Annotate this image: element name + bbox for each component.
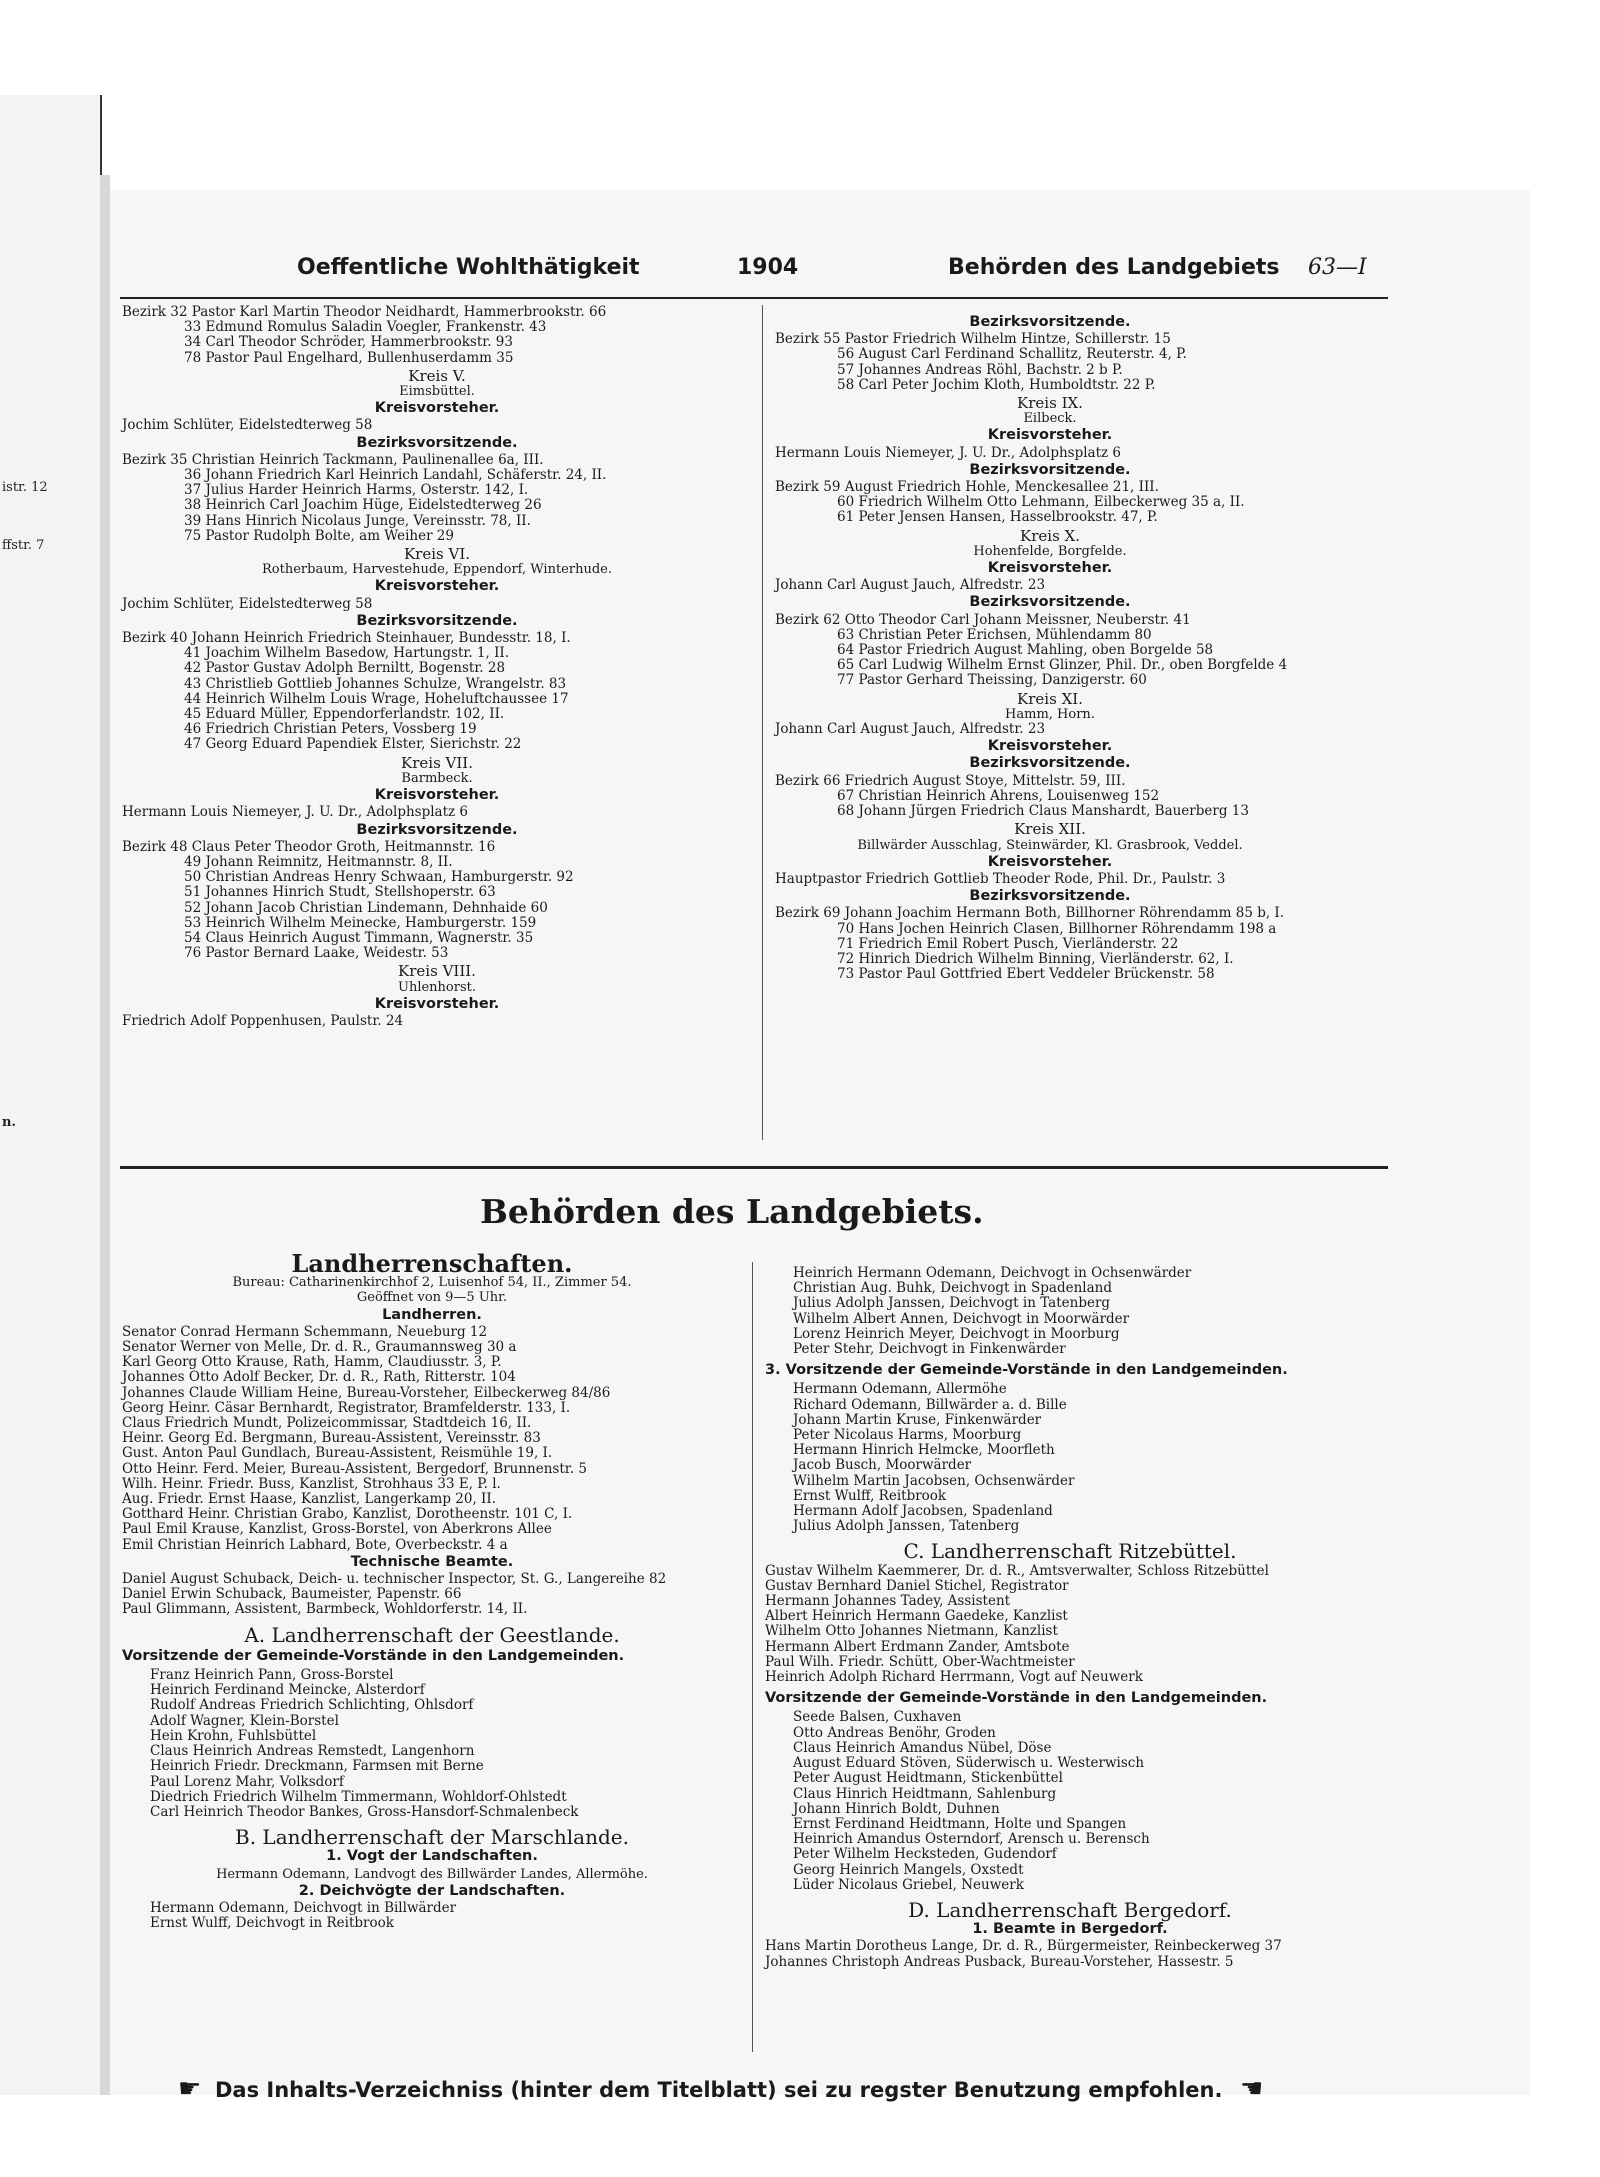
entry-line: Eilbeck. (1023, 411, 1077, 427)
section-heading: Vorsitzende der Gemeinde-Vorstände in den Landgemeinden. (122, 1647, 625, 1664)
section-heading: Bezirksvorsitzende. (969, 755, 1131, 772)
entry-line: Heinrich Friedr. Dreckmann, Farmsen mit Berne (150, 1758, 484, 1775)
entry-line: Daniel Erwin Schuback, Baumeister, Papenstr. 66 (122, 1586, 462, 1603)
entry-line: Rudolf Andreas Friedrich Schlichting, Ohlsdorf (150, 1697, 474, 1714)
kreis-heading: Kreis XI. (1017, 689, 1083, 708)
entry-line: Georg Heinrich Mangels, Oxstedt (793, 1861, 1024, 1878)
entry-line: 41 Joachim Wilhelm Basedow, Hartungstr. 1, II. (184, 645, 510, 662)
entry-line: Senator Conrad Hermann Schemmann, Neueburg 12 (122, 1323, 488, 1340)
entry-line: 71 Friedrich Emil Robert Pusch, Vierländerstr. 22 (837, 935, 1179, 952)
entry-line: Hermann Odemann, Deichvogt in Billwärder (150, 1899, 457, 1916)
entry-line: Senator Werner von Melle, Dr. d. R., Graumannsweg 30 a (122, 1339, 517, 1356)
section-heading: B. Landherrenschaft der Marschlande. (235, 1825, 629, 1850)
entry-line: Geöffnet von 9—5 Uhr. (356, 1290, 508, 1306)
entry-line: Hohenfelde, Borgfelde. (973, 543, 1127, 559)
entry-line: Lüder Nicolaus Griebel, Neuwerk (793, 1876, 1024, 1893)
entry-line: Claus Heinrich Andreas Remstedt, Langenhorn (150, 1743, 475, 1760)
section-heading: Kreisvorsteher. (987, 427, 1113, 444)
entry-line: Hermann Odemann, Landvogt des Billwärder Landes, Allermöhe. (216, 1866, 648, 1882)
entry-line: 54 Claus Heinrich August Timmann, Wagnerstr. 35 (184, 929, 534, 946)
entry-line: Paul Wilh. Friedr. Schütt, Ober-Wachtmeister (765, 1653, 1075, 1670)
entry-line: Franz Heinrich Pann, Gross-Borstel (150, 1667, 394, 1684)
entry-line: 53 Heinrich Wilhelm Meinecke, Hamburgerstr. 159 (184, 914, 537, 931)
entry-line: Hamm, Horn. (1005, 706, 1095, 722)
entry-line: Peter Stehr, Deichvogt in Finkenwärder (793, 1341, 1066, 1358)
entry-line: Heinrich Ferdinand Meincke, Alsterdorf (150, 1682, 425, 1699)
entry-line: 52 Johann Jacob Christian Lindemann, Dehnhaide 60 (184, 899, 548, 916)
entry-line: 36 Johann Friedrich Karl Heinrich Landahl, Schäferstr. 24, II. (184, 467, 607, 484)
entry-line: Bezirk 59 August Friedrich Hohle, Menckesallee 21, III. (775, 479, 1159, 496)
entry-line: Gustav Wilhelm Kaemmerer, Dr. d. R., Amtsverwalter, Schloss Ritzebüttel (765, 1562, 1269, 1579)
right-column (775, 313, 1325, 982)
entry-line: 49 Johann Reimnitz, Heitmannstr. 8, II. (184, 853, 453, 870)
entry-line: Heinrich Hermann Odemann, Deichvogt in Ochsenwärder (793, 1265, 1192, 1281)
page-title: Behörden des Landgebiets. (480, 1192, 984, 1231)
section-heading: Vorsitzende der Gemeinde-Vorstände in den Landgemeinden. (765, 1690, 1268, 1707)
entry-line: Billwärder Ausschlag, Steinwärder, Kl. Grasbrook, Veddel. (857, 837, 1243, 853)
entry-line: Paul Emil Krause, Kanzlist, Gross-Borstel, von Aberkrons Allee (122, 1521, 552, 1538)
entry-line: Uhlenhorst. (398, 979, 476, 995)
entry-line: 75 Pastor Rudolph Bolte, am Weiher 29 (184, 527, 454, 544)
page-gutter (100, 175, 110, 2095)
left-page-sliver (0, 95, 102, 2095)
entry-line: Albert Heinrich Hermann Gaedeke, Kanzlist (765, 1608, 1068, 1625)
entry-line: Richard Odemann, Billwärder a. d. Bille (793, 1396, 1067, 1413)
section-heading: Kreisvorsteher. (987, 738, 1113, 755)
entry-line: 33 Edmund Romulus Saladin Voegler, Frankenstr. 43 (184, 319, 547, 336)
section-heading: Bezirksvorsitzende. (356, 821, 518, 838)
entry-line: Peter Wilhelm Hecksteden, Gudendorf (793, 1846, 1057, 1863)
kreis-heading: Kreis VI. (403, 545, 471, 564)
entry-line: 76 Pastor Bernard Laake, Weidestr. 53 (184, 945, 449, 962)
section-heading: Landherren. (382, 1306, 482, 1323)
entry-line: Diedrich Friedrich Wilhelm Timmermann, Wohldorf-Ohlstedt (150, 1788, 567, 1805)
entry-line: Bezirk 35 Christian Heinrich Tackmann, Paulinenallee 6a, III. (122, 451, 544, 468)
entry-line: Johannes Christoph Andreas Pusback, Bureau-Vorsteher, Hassestr. 5 (765, 1953, 1234, 1970)
pointing-hand-icon: ☚ (1240, 2074, 1264, 2104)
header-year: 1904 (737, 255, 799, 280)
entry-line: 51 Johannes Hinrich Studt, Stellshoperstr. 63 (184, 884, 496, 901)
column-divider (762, 305, 763, 1140)
entry-line: Bureau: Catharinenkirchhof 2, Luisenhof 54, II., Zimmer 54. (232, 1275, 632, 1291)
entry-line: Barmbeck. (401, 770, 473, 786)
entry-line: Jacob Busch, Moorwärder (793, 1457, 972, 1474)
section-heading: D. Landherrenschaft Bergedorf. (908, 1897, 1232, 1922)
entry-line: Lorenz Heinrich Meyer, Deichvogt in Moorburg (793, 1325, 1120, 1342)
entry-line: Johannes Otto Adolf Becker, Dr. d. R., Rath, Ritterstr. 104 (122, 1369, 516, 1386)
entry-line: 60 Friedrich Wilhelm Otto Lehmann, Eilbeckerweg 35 a, II. (837, 494, 1245, 511)
entry-line: Johann Carl August Jauch, Alfredstr. 23 (775, 721, 1046, 738)
section-heading: Kreisvorsteher. (987, 853, 1113, 870)
entry-line: Jochim Schlüter, Eidelstedterweg 58 (122, 417, 373, 434)
entry-line: 45 Eduard Müller, Eppendorferlandstr. 102, II. (184, 706, 505, 723)
kreis-heading: Kreis X. (1020, 526, 1080, 545)
entry-line: Hermann Louis Niemeyer, J. U. Dr., Adolphsplatz 6 (122, 804, 469, 821)
entry-line: 72 Hinrich Diedrich Wilhelm Binning, Vierländerstr. 62, I. (837, 950, 1234, 967)
section-heading: Landherrenschaften. (291, 1249, 573, 1278)
entry-line: Peter Nicolaus Harms, Moorburg (793, 1427, 1022, 1444)
entry-line: Hein Krohn, Fuhlsbüttel (150, 1727, 317, 1744)
entry-line: Bezirk 40 Johann Heinrich Friedrich Steinhauer, Bundesstr. 18, I. (122, 630, 571, 647)
column-divider (752, 1262, 753, 2052)
entry-line: Hermann Adolf Jacobsen, Spadenland (793, 1503, 1053, 1520)
entry-line: 68 Johann Jürgen Friedrich Claus Manshardt, Bauerberg 13 (837, 803, 1249, 820)
entry-line: Christian Aug. Buhk, Deichvogt in Spadenland (793, 1280, 1113, 1297)
kreis-heading: Kreis IX. (1017, 394, 1083, 413)
entry-line: Hauptpastor Friedrich Gottlieb Theoder Rode, Phil. Dr., Paulstr. 3 (775, 870, 1226, 887)
entry-line: 37 Julius Harder Heinrich Harms, Osterstr. 142, I. (184, 482, 529, 499)
entry-line: 46 Friedrich Christian Peters, Vossberg 19 (184, 721, 477, 738)
page-number: 63—I (1308, 255, 1367, 280)
entry-line: Otto Andreas Benöhr, Groden (793, 1724, 996, 1741)
entry-line: Ernst Ferdinand Heidtmann, Holte und Spangen (793, 1815, 1127, 1832)
entry-line: Hans Martin Dorotheus Lange, Dr. d. R., Bürgermeister, Reinbeckerweg 37 (765, 1938, 1282, 1955)
footer-note: Das Inhalts-Verzeichniss (hinter dem Titelblatt) sei zu regster Benutzung empfohlen. (215, 2078, 1223, 2102)
entry-line: Bezirk 62 Otto Theodor Carl Johann Meissner, Neuberstr. 41 (775, 611, 1191, 628)
lower-right-column (765, 1266, 1375, 1970)
entry-line: Heinrich Amandus Osterndorf, Arensch u. Berensch (793, 1831, 1150, 1848)
entry-line: 65 Carl Ludwig Wilhelm Ernst Glinzer, Phil. Dr., oben Borgfelde 4 (837, 657, 1288, 674)
entry-line: Julius Adolph Janssen, Tatenberg (793, 1518, 1020, 1535)
section-heading: Bezirksvorsitzende. (969, 888, 1131, 905)
section-heading: Kreisvorsteher. (374, 578, 500, 595)
section-heading: 2. Deichvögte der Landschaften. (298, 1882, 566, 1899)
entry-line: Gotthard Heinr. Christian Grabo, Kanzlist, Dorotheenstr. 101 C, I. (122, 1506, 573, 1523)
entry-line: 50 Christian Andreas Henry Schwaan, Hamburgerstr. 92 (184, 869, 574, 886)
entry-line: Gustav Bernhard Daniel Stichel, Registrator (765, 1577, 1069, 1594)
section-heading: 1. Beamte in Bergedorf. (972, 1921, 1168, 1938)
section-heading: Technische Beamte. (350, 1553, 514, 1570)
entry-line: Hermann Johannes Tadey, Assistent (765, 1593, 1011, 1610)
entry-line: Wilhelm Otto Johannes Nietmann, Kanzlist (765, 1623, 1058, 1640)
entry-line: Johann Carl August Jauch, Alfredstr. 23 (775, 577, 1046, 594)
section-heading: Bezirksvorsitzende. (969, 461, 1131, 478)
section-heading: Bezirksvorsitzende. (969, 594, 1131, 611)
entry-line: Wilhelm Albert Annen, Deichvogt in Moorwärder (793, 1310, 1130, 1327)
section-heading: Bezirksvorsitzende. (356, 612, 518, 629)
entry-line: 39 Hans Hinrich Nicolaus Junge, Vereinsstr. 78, II. (184, 512, 531, 529)
entry-line: 78 Pastor Paul Engelhard, Bullenhuserdamm 35 (184, 349, 514, 366)
entry-line: Heinr. Georg Ed. Bergmann, Bureau-Assistent, Vereinsstr. 83 (122, 1430, 541, 1447)
entry-line: Heinrich Adolph Richard Herrmann, Vogt auf Neuwerk (765, 1669, 1143, 1686)
entry-line: Wilhelm Martin Jacobsen, Ochsenwärder (793, 1472, 1075, 1489)
entry-line: Claus Friedrich Mundt, Polizeicommissar, Stadtdeich 16, II. (122, 1415, 532, 1432)
entry-line: Georg Heinr. Cäsar Bernhardt, Registrator, Bramfelderstr. 133, I. (122, 1399, 571, 1416)
entry-line: August Eduard Stöven, Süderwisch u. Westerwisch (793, 1755, 1145, 1772)
entry-line: Emil Christian Heinrich Labhard, Bote, Overbeckstr. 4 a (122, 1536, 508, 1553)
section-rule (120, 1166, 1388, 1169)
entry-line: Hermann Hinrich Helmcke, Moorfleth (793, 1442, 1055, 1459)
entry-line: Paul Glimmann, Assistent, Barmbeck, Wohldorferstr. 14, II. (122, 1601, 528, 1618)
lower-left-column (122, 1249, 742, 1932)
entry-line: Bezirk 66 Friedrich August Stoye, Mittelstr. 59, III. (775, 772, 1126, 789)
entry-line: Wilh. Heinr. Friedr. Buss, Kanzlist, Strohhaus 33 E, P. l. (122, 1475, 501, 1492)
entry-line: Daniel August Schuback, Deich- u. technischer Inspector, St. G., Langereihe 82 (122, 1571, 667, 1588)
entry-line: Carl Heinrich Theodor Bankes, Gross-Hansdorf-Schmalenbeck (150, 1803, 579, 1820)
entry-line: 70 Hans Jochen Heinrich Clasen, Billhorner Röhrendamm 198 a (837, 920, 1277, 937)
entry-line: Seede Balsen, Cuxhaven (793, 1709, 962, 1726)
entry-line: 43 Christlieb Gottlieb Johannes Schulze, Wrangelstr. 83 (184, 675, 567, 692)
kreis-heading: Kreis VII. (401, 753, 473, 772)
header-rule (120, 297, 1388, 299)
section-heading: 1. Vogt der Landschaften. (326, 1848, 538, 1865)
entry-line: 34 Carl Theodor Schröder, Hammerbrookstr. 93 (184, 334, 513, 351)
section-heading: Kreisvorsteher. (374, 787, 500, 804)
section-heading: Kreisvorsteher. (374, 995, 500, 1012)
entry-line: Adolf Wagner, Klein-Borstel (150, 1712, 339, 1729)
entry-line: Hermann Albert Erdmann Zander, Amtsbote (765, 1638, 1070, 1655)
entry-line: Ernst Wulff, Deichvogt in Reitbrook (150, 1915, 394, 1932)
entry-line: 63 Christian Peter Erichsen, Mühlendamm 80 (837, 626, 1152, 643)
entry-line: Claus Hinrich Heidtmann, Sahlenburg (793, 1785, 1057, 1802)
kreis-heading: Kreis XII. (1014, 820, 1086, 839)
entry-line: Otto Heinr. Ferd. Meier, Bureau-Assistent, Bergedorf, Brunnenstr. 5 (122, 1460, 587, 1477)
entry-line: 56 August Carl Ferdinand Schallitz, Reuterstr. 4, P. (837, 346, 1187, 363)
entry-line: 67 Christian Heinrich Ahrens, Louisenweg 152 (837, 787, 1160, 804)
entry-line: Hermann Odemann, Allermöhe (793, 1381, 1007, 1398)
section-heading: Kreisvorsteher. (374, 400, 500, 417)
section-heading: Kreisvorsteher. (987, 560, 1113, 577)
entry-line: Ernst Wulff, Reitbrook (793, 1487, 947, 1504)
entry-line: 73 Pastor Paul Gottfried Ebert Veddeler Brückenstr. 58 (837, 966, 1215, 983)
entry-line: Bezirk 55 Pastor Friedrich Wilhelm Hintze, Schillerstr. 15 (775, 331, 1171, 348)
entry-line: Paul Lorenz Mahr, Volksdorf (150, 1773, 344, 1790)
kreis-heading: Kreis V. (408, 366, 466, 385)
entry-line: 77 Pastor Gerhard Theissing, Danzigerstr. 60 (837, 672, 1147, 689)
left-column (122, 305, 752, 1029)
entry-line: Bezirk 48 Claus Peter Theodor Groth, Heitmannstr. 16 (122, 838, 496, 855)
entry-line: Peter August Heidtmann, Stickenbüttel (793, 1770, 1063, 1787)
entry-line: Johannes Claude William Heine, Bureau-Vorsteher, Eilbeckerweg 84/86 (122, 1384, 611, 1401)
sliver-fragment: istr. 12 (2, 480, 48, 495)
section-heading: Bezirksvorsitzende. (969, 314, 1131, 330)
entry-line: Eimsbüttel. (399, 384, 475, 400)
kreis-heading: Kreis VIII. (398, 962, 476, 981)
header-left: Oeffentliche Wohlthätigkeit (297, 255, 640, 280)
entry-line: 58 Carl Peter Jochim Kloth, Humboldtstr. 22 P. (837, 376, 1156, 393)
entry-line: Aug. Friedr. Ernst Haase, Kanzlist, Langerkamp 20, II. (122, 1491, 496, 1508)
entry-line: Gust. Anton Paul Gundlach, Bureau-Assistent, Reismühle 19, I. (122, 1445, 553, 1462)
entry-line: Hermann Louis Niemeyer, J. U. Dr., Adolphsplatz 6 (775, 444, 1122, 461)
entry-line: Karl Georg Otto Krause, Rath, Hamm, Claudiusstr. 3, P. (122, 1354, 502, 1371)
entry-line: Johann Hinrich Boldt, Duhnen (793, 1800, 1000, 1817)
entry-line: Bezirk 32 Pastor Karl Martin Theodor Neidhardt, Hammerbrookstr. 66 (122, 304, 607, 320)
entry-line: 38 Heinrich Carl Joachim Hüge, Eidelstedterweg 26 (184, 497, 542, 514)
entry-line: 64 Pastor Friedrich August Mahling, oben Borgelde 58 (837, 642, 1214, 659)
section-heading: Bezirksvorsitzende. (356, 434, 518, 451)
section-heading: C. Landherrenschaft Ritzebüttel. (903, 1539, 1237, 1564)
entry-line: Bezirk 69 Johann Joachim Hermann Both, Billhorner Röhrendamm 85 b, I. (775, 905, 1285, 922)
entry-line: 61 Peter Jensen Hansen, Hasselbrookstr. 47, P. (837, 509, 1158, 526)
section-heading: A. Landherrenschaft der Geestlande. (244, 1622, 620, 1647)
entry-line: Friedrich Adolf Poppenhusen, Paulstr. 24 (122, 1012, 404, 1029)
entry-line: Claus Heinrich Amandus Nübel, Döse (793, 1739, 1052, 1756)
section-heading: 3. Vorsitzende der Gemeinde-Vorstände in den Landgemeinden. (765, 1362, 1288, 1379)
entry-line: Julius Adolph Janssen, Deichvogt in Tatenberg (793, 1295, 1111, 1312)
header-right: Behörden des Landgebiets (948, 255, 1280, 280)
entry-line: 44 Heinrich Wilhelm Louis Wrage, Hoheluftchaussee 17 (184, 690, 569, 707)
sliver-fragment: ffstr. 7 (2, 538, 45, 553)
entry-line: 42 Pastor Gustav Adolph Berniltt, Bogenstr. 28 (184, 660, 506, 677)
entry-line: Johann Martin Kruse, Finkenwärder (793, 1411, 1042, 1428)
entry-line: 57 Johannes Andreas Röhl, Bachstr. 2 b P. (837, 361, 1123, 378)
sliver-fragment: n. (2, 1115, 16, 1130)
entry-line: Jochim Schlüter, Eidelstedterweg 58 (122, 595, 373, 612)
entry-line: 47 Georg Eduard Papendiek Elster, Sierichstr. 22 (184, 736, 522, 753)
pointing-hand-icon: ☛ (178, 2074, 202, 2104)
entry-line: Rotherbaum, Harvestehude, Eppendorf, Winterhude. (262, 562, 612, 578)
